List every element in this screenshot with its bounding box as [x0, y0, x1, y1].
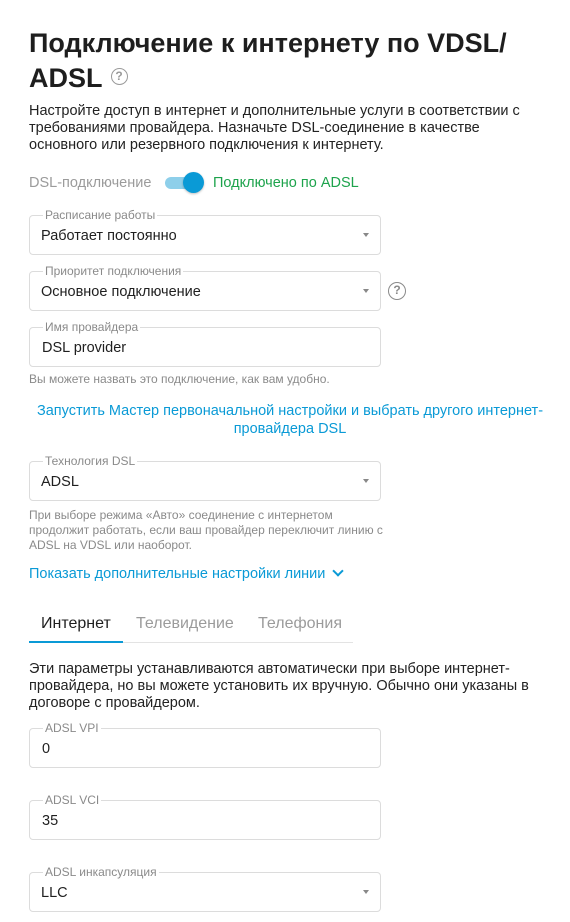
more-settings-label: Показать дополнительные настройки линии	[29, 566, 326, 582]
wizard-link[interactable]: Запустить Мастер первоначальной настройки и выбрать другого интернет-провайдера DSL	[36, 403, 544, 437]
vpi-input[interactable]	[29, 721, 381, 768]
encapsulation-select[interactable]	[29, 865, 381, 912]
provider-name-hint: Вы можете назвать это подключение, как вам удобно.	[29, 372, 330, 386]
dsl-technology-label: Технология DSL	[45, 454, 136, 468]
provider-name-label: Имя провайдера	[45, 320, 139, 334]
caret-down-icon	[363, 289, 369, 293]
priority-value: Основное подключение	[41, 284, 201, 300]
priority-select[interactable]	[29, 264, 381, 311]
caret-down-icon	[363, 890, 369, 894]
dsl-status-text: Подключено по ADSL	[213, 175, 359, 191]
page-intro: Настройте доступ в интернет и дополнительные услуги в соответствии с требованиями провайдера. Назначьте DSL-соединение в качестве основного или резервного подключения к интернету.	[29, 103, 520, 153]
chevron-down-icon	[333, 565, 344, 576]
dsl-technology-hint: При выборе режима «Авто» соединение с интернетом продолжит работать, если ваш провайдер переключит линию с ADSL на VDSL или наоборот.	[29, 508, 383, 552]
vci-value: 35	[42, 813, 59, 829]
tab-tv[interactable]: Телевидение	[136, 615, 234, 632]
connection-tabs	[29, 605, 353, 643]
caret-down-icon	[363, 479, 369, 483]
page-title-text: Подключение к интернету по VDSL/ ADSL	[29, 28, 507, 93]
dsl-technology-select[interactable]	[29, 454, 381, 501]
encapsulation-label: ADSL инкапсуляция	[45, 865, 157, 879]
help-icon[interactable]: ?	[111, 68, 128, 85]
more-settings-link[interactable]	[29, 566, 342, 582]
tab-internet[interactable]: Интернет	[41, 615, 111, 632]
vpi-value: 0	[42, 741, 51, 757]
schedule-value: Работает постоянно	[41, 228, 177, 244]
provider-name-input[interactable]	[29, 320, 381, 367]
priority-label: Приоритет подключения	[45, 264, 182, 278]
schedule-select[interactable]	[29, 208, 381, 255]
schedule-label: Расписание работы	[45, 208, 156, 222]
dsl-technology-value: ADSL	[41, 474, 79, 490]
dsl-toggle-row	[29, 171, 359, 195]
page-title	[29, 26, 549, 96]
priority-help-icon[interactable]: ?	[388, 282, 406, 300]
internet-tab-description: Эти параметры устанавливаются автоматически при выборе интернет-провайдера, но вы можете установить их вручную. Обычно они указаны в договоре с провайдером.	[29, 661, 529, 711]
dsl-toggle-switch[interactable]	[165, 172, 205, 194]
active-tab-indicator	[29, 641, 123, 643]
vci-label: ADSL VCI	[45, 793, 100, 807]
provider-name-value: DSL provider	[42, 340, 127, 356]
vci-input[interactable]	[29, 793, 381, 840]
encapsulation-value: LLC	[41, 885, 68, 901]
dsl-toggle-label: DSL-подключение	[29, 175, 152, 191]
toggle-knob	[183, 172, 204, 193]
tab-telephony[interactable]: Телефония	[258, 615, 342, 632]
caret-down-icon	[363, 233, 369, 237]
vpi-label: ADSL VPI	[45, 721, 99, 735]
